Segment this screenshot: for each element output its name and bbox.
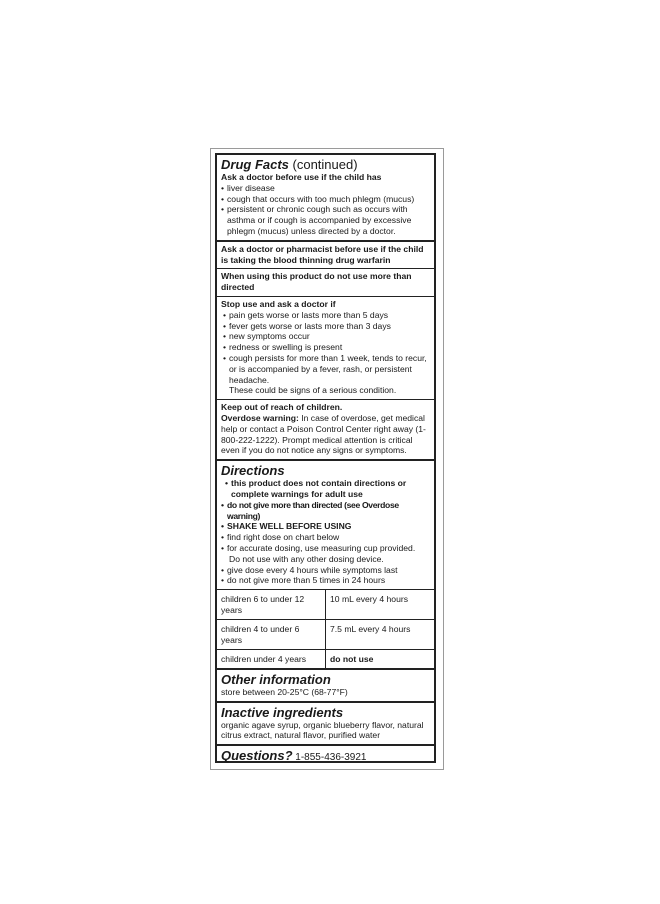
- stop-use-heading: Stop use and ask a doctor if: [221, 298, 336, 309]
- ask-pharmacist-text: Ask a doctor or pharmacist before use if the child is taking the blood thinning drug warfarin: [221, 243, 424, 265]
- ask-doctor-item: • liver disease: [221, 183, 430, 194]
- stop-use-item: • pain gets worse or lasts more than 5 days: [221, 310, 430, 321]
- when-using-section: [217, 269, 434, 297]
- inactive-heading: Inactive ingredients: [221, 704, 344, 720]
- stop-use-item: • cough persists for more than 1 week, tends to recur, or is accompanied by a fever, rash, or persistent headache.: [221, 353, 430, 385]
- dose-age-cell: children 4 to under 6 years: [217, 620, 326, 650]
- questions-phone: 1-855-436-3921: [292, 752, 367, 764]
- dose-amount-cell: do not use: [326, 650, 435, 668]
- table-row: [217, 590, 434, 620]
- other-info-section: [217, 670, 434, 703]
- table-row: [217, 650, 434, 668]
- dose-age-cell: children under 4 years: [217, 650, 326, 668]
- title-main: Drug Facts: [221, 157, 289, 172]
- directions-bold-item: • do not give more than directed (see Overdose warning): [221, 500, 430, 522]
- title-suffix: (continued): [288, 157, 358, 172]
- other-info-heading: Other information: [221, 671, 331, 687]
- dosing-table-wrap: [217, 590, 434, 670]
- directions-bold-item: • this product does not contain directions or complete warnings for adult use: [221, 478, 430, 500]
- drug-facts-panel: [210, 148, 444, 770]
- dose-age-cell: children 6 to under 12 years: [217, 590, 326, 620]
- dose-amount-cell: 10 mL every 4 hours: [326, 590, 435, 620]
- stop-use-item: • redness or swelling is present: [221, 342, 430, 353]
- keep-out-heading: Keep out of reach of children.: [221, 402, 343, 413]
- keep-out-section: [217, 400, 434, 461]
- overdose-warning: [221, 413, 430, 456]
- ask-doctor-item: • persistent or chronic cough such as occurs with asthma or if cough is accompanied by excessive phlegm (mucus) unless directed by a doctor.: [221, 204, 430, 236]
- directions-bold-item: • SHAKE WELL BEFORE USING: [221, 521, 430, 532]
- questions-heading: Questions?: [221, 748, 293, 764]
- directions-item: • do not give more than 5 times in 24 hours: [221, 575, 430, 586]
- directions-item: • find right dose on chart below: [221, 532, 430, 543]
- stop-use-note: These could be signs of a serious condition.: [229, 385, 397, 396]
- directions-heading: Directions: [221, 463, 285, 479]
- overdose-text: In case of overdose, get medical help or contact a Poison Control Center right away (1-800-222-1222). Prompt medical attention is critical even if you do not notice any signs or symptoms.: [221, 412, 426, 456]
- dose-amount-cell: 7.5 mL every 4 hours: [326, 620, 435, 650]
- questions-line: [221, 748, 430, 765]
- stop-use-section: [217, 297, 434, 400]
- ask-pharmacist-section: [217, 242, 434, 270]
- other-info-text: store between 20-25°C (68-77°F): [221, 686, 348, 697]
- when-using-text: When using this product do not use more than directed: [221, 271, 412, 293]
- directions-item: • give dose every 4 hours while symptoms last: [221, 565, 430, 576]
- directions-item: • for accurate dosing, use measuring cup provided.: [221, 543, 430, 554]
- inactive-section: [217, 703, 434, 747]
- dosing-table: [217, 590, 434, 668]
- page-title: [221, 157, 430, 172]
- drug-facts-box: [215, 153, 436, 763]
- stop-use-item: • fever gets worse or lasts more than 3 days: [221, 321, 430, 332]
- overdose-label: Overdose warning:: [221, 412, 299, 423]
- directions-section: [217, 461, 434, 590]
- directions-sub-note: Do not use with any other dosing device.: [229, 553, 384, 564]
- ask-doctor-item: • cough that occurs with too much phlegm (mucus): [221, 194, 430, 205]
- stop-use-item: • new symptoms occur: [221, 331, 430, 342]
- questions-section: [217, 746, 434, 768]
- inactive-text: organic agave syrup, organic blueberry flavor, natural citrus extract, natural flavor, purified water: [221, 719, 424, 741]
- ask-doctor-heading: Ask a doctor before use if the child has: [221, 172, 382, 182]
- table-row: [217, 620, 434, 650]
- title-section: [217, 155, 434, 242]
